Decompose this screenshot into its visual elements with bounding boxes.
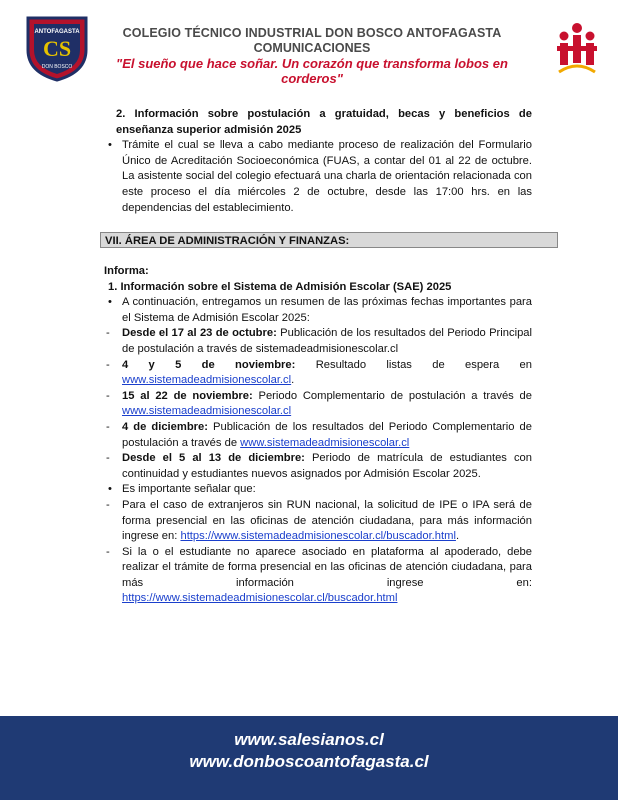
sae-link[interactable]: www.sistemadeadmisionescolar.cl (240, 436, 410, 449)
date-text: Resultado listas de espera en (295, 358, 532, 371)
important-label: Es importante señalar que: (122, 483, 256, 496)
note-text: Para el caso de extranjeros sin RUN nacional, la solicitud de IPE o IPA será de forma presencial en las oficinas de atención ciudadana, para más información ingrese en: (122, 498, 532, 543)
note-row (104, 498, 532, 545)
dash-marker: - (106, 358, 110, 371)
item-title-gratuidad: 2. Información sobre postulación a gratuidad, becas y beneficios de enseñanza superior admisión 2025 (116, 108, 532, 136)
date-row (104, 358, 532, 389)
sae-intro: A continuación, entregamos un resumen de las próximas fechas importantes para el Sistema de Admisión Escolar 2025: (122, 296, 532, 324)
sae-link[interactable]: www.sistemadeadmisionescolar.cl (122, 405, 292, 418)
dash-marker: - (106, 498, 110, 511)
date-row (104, 326, 532, 357)
informa-label: Informa: (104, 265, 149, 277)
date-row (104, 451, 532, 482)
sae-link[interactable]: www.sistemadeadmisionescolar.cl (122, 374, 292, 387)
dash-marker: - (106, 389, 110, 402)
bullet-icon: • (108, 483, 112, 496)
dash-marker: - (106, 420, 110, 433)
school-crest-logo (24, 14, 90, 82)
list-item (104, 138, 532, 216)
date-row (104, 389, 532, 420)
bullet-icon: • (108, 139, 112, 152)
bullet-icon: • (108, 296, 112, 309)
dash-marker: - (106, 452, 110, 465)
date-label: Desde el 5 al 13 de diciembre: (122, 452, 305, 465)
date-text: Periodo Complementario de postulación a través de (252, 389, 532, 402)
department-name: COMUNICACIONES (253, 41, 371, 55)
footer-link-salesianos[interactable]: www.salesianos.cl (234, 730, 384, 749)
note-text: Si la o el estudiante no aparece asociado en plataforma al apoderado, debe realizar el trámite de forma presencial en las oficinas de atención ciudadana, para más información ingrese en: (122, 545, 532, 589)
list-item (104, 482, 532, 498)
crest-top-text: ANTOFAGASTA (34, 29, 80, 35)
list-item (104, 295, 532, 326)
letterhead (0, 0, 618, 92)
date-text: Publicación de los resultados del Periodo Principal de postulación a través de sistemadeadmisionescolar.cl (122, 327, 532, 355)
punctuation: . (455, 530, 460, 543)
note-row (104, 545, 532, 607)
buscador-link[interactable]: https://www.sistemadeadmisionescolar.cl/buscador.html (180, 530, 456, 543)
fuas-section (104, 107, 532, 216)
fuas-description: Trámite el cual se lleva a cabo mediante proceso de realización del Formulario Único de Acreditación Socioeconómica (FUAS, a contar del 01 al 22 de octubre. La asistente social del colegio efectuará una charla de orientación relacionada con este proceso el día miércoles 2 de octubre, desde las 17:00 hrs. en las dependencias del establecimiento. (122, 139, 532, 214)
school-name: COLEGIO TÉCNICO INDUSTRIAL DON BOSCO ANTOFAGASTA (122, 26, 502, 40)
crest-letters: CS (42, 36, 72, 61)
punctuation: . (291, 374, 295, 387)
date-row (104, 420, 532, 451)
crest-bottom-text: DON BOSCO (41, 64, 73, 70)
date-label: 15 al 22 de noviembre: (122, 389, 253, 402)
date-label: Desde el 17 al 23 de octubre: (122, 327, 277, 340)
salesian-family-logo (553, 20, 601, 76)
date-text: Periodo de matrícula de estudiantes con continuidad y estudiantes nuevos asignados por Admisión Escolar 2025. (122, 452, 532, 480)
dash-marker: - (106, 327, 110, 340)
date-text: Publicación de los resultados del Periodo Complementario de postulación a través de (122, 420, 532, 449)
footer-link-donbosco[interactable]: www.donboscoantofagasta.cl (189, 752, 429, 771)
buscador-link[interactable]: https://www.sistemadeadmisionescolar.cl/buscador.html (122, 592, 398, 605)
item-title-sae: 1. Información sobre el Sistema de Admisión Escolar (SAE) 2025 (108, 280, 452, 293)
school-motto: "El sueño que hace soñar. Un corazón que transforma lobos en corderos" (116, 56, 508, 86)
sae-section (104, 264, 532, 607)
dash-marker: - (106, 545, 110, 558)
footer-banner (0, 716, 618, 800)
date-label: 4 y 5 de noviembre: (122, 358, 296, 371)
section-heading-vii: VII. ÁREA DE ADMINISTRACIÓN Y FINANZAS: (100, 232, 558, 248)
date-label: 4 de diciembre: (122, 420, 208, 433)
